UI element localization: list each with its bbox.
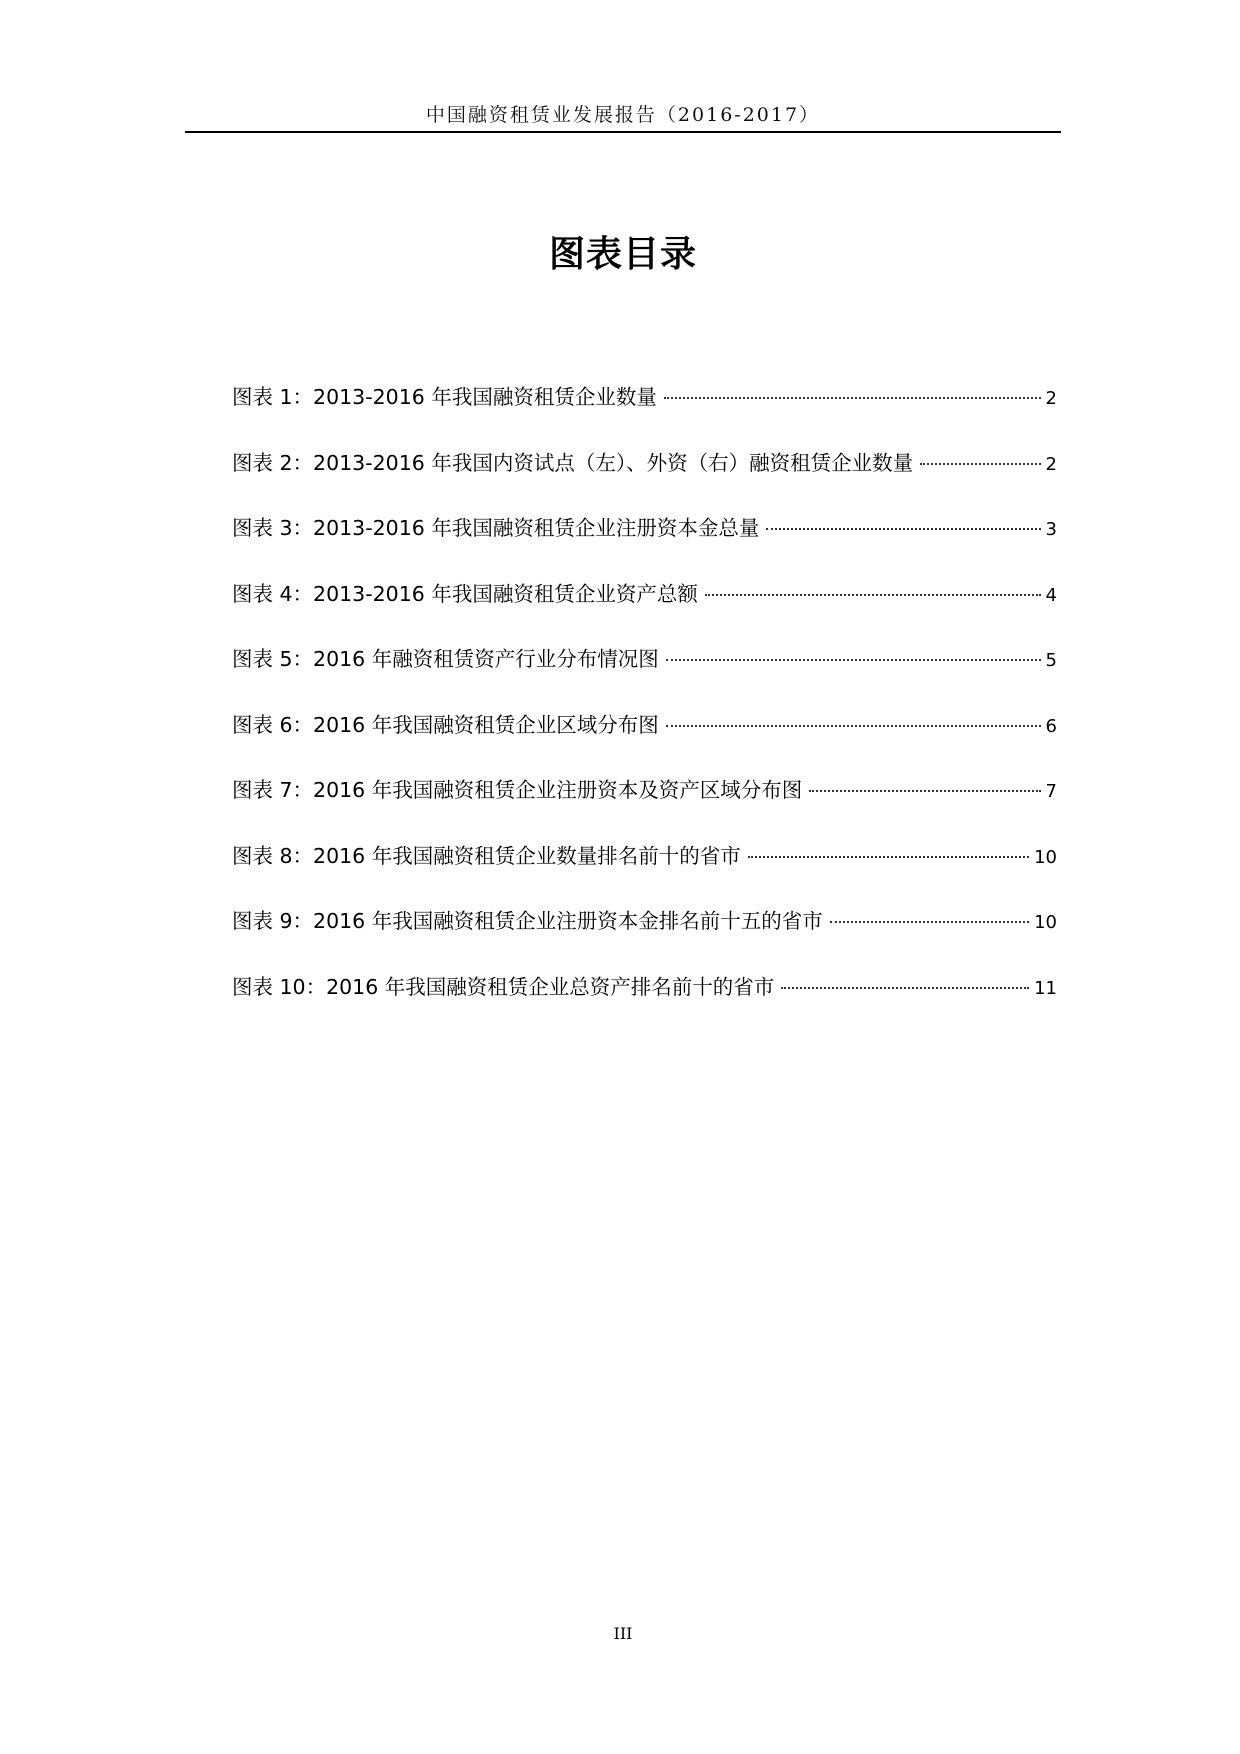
toc-entry-title[interactable]: 图表 7：2016 年我国融资租赁企业注册资本及资产区域分布图 xyxy=(232,778,803,802)
toc-entry-page[interactable]: 6 xyxy=(1045,715,1057,737)
toc-dot-leader xyxy=(920,463,1040,465)
toc-entry[interactable] xyxy=(232,710,1057,776)
toc-entry[interactable] xyxy=(232,841,1057,907)
toc-entry-page[interactable]: 5 xyxy=(1045,650,1057,671)
toc-dot-leader xyxy=(781,987,1029,989)
toc-entry-page[interactable]: 11 xyxy=(1034,977,1057,999)
toc-dot-leader xyxy=(830,921,1029,923)
page-number: III xyxy=(613,1624,633,1643)
toc-entry[interactable] xyxy=(232,775,1057,841)
toc-entry-title[interactable]: 图表 3：2013-2016 年我国融资租赁企业注册资本金总量 xyxy=(232,516,760,540)
toc-entry-page[interactable]: 2 xyxy=(1045,388,1057,409)
header-rule xyxy=(185,131,1061,133)
toc-entry[interactable] xyxy=(232,644,1057,710)
toc-entry-page[interactable]: 7 xyxy=(1045,781,1057,802)
toc-entry-title[interactable]: 图表 10：2016 年我国融资租赁企业总资产排名前十的省市 xyxy=(232,974,775,999)
toc-entry-title[interactable]: 图表 4：2013-2016 年我国融资租赁企业资产总额 xyxy=(232,581,698,606)
toc-entry-title[interactable]: 图表 1：2013-2016 年我国融资租赁企业数量 xyxy=(232,385,657,409)
toc-entry[interactable] xyxy=(232,906,1057,972)
toc-entry-page[interactable]: 4 xyxy=(1045,584,1057,606)
toc-entry[interactable] xyxy=(232,579,1057,645)
toc-entry[interactable] xyxy=(232,513,1057,579)
toc-dot-leader xyxy=(809,790,1040,792)
toc-entry-title[interactable]: 图表 5：2016 年融资租赁资产行业分布情况图 xyxy=(232,647,659,671)
toc-entry[interactable] xyxy=(232,972,1057,1038)
toc-dot-leader xyxy=(666,659,1041,661)
toc-dot-leader xyxy=(748,856,1029,858)
toc-dot-leader xyxy=(666,725,1041,727)
toc-entry-page[interactable]: 10 xyxy=(1034,912,1057,933)
toc-dot-leader xyxy=(766,528,1040,530)
toc-entry-title[interactable]: 图表 6：2016 年我国融资租赁企业区域分布图 xyxy=(232,712,659,737)
toc-entry-page[interactable]: 10 xyxy=(1034,846,1057,868)
toc-entry-title[interactable]: 图表 2：2013-2016 年我国内资试点（左）、外资（右）融资租赁企业数量 xyxy=(232,450,914,475)
table-of-figures xyxy=(232,382,1057,1037)
toc-dot-leader xyxy=(705,594,1041,596)
toc-dot-leader xyxy=(664,397,1041,399)
toc-entry[interactable] xyxy=(232,448,1057,514)
toc-entry-page[interactable]: 3 xyxy=(1045,519,1057,540)
toc-entry-title[interactable]: 图表 8：2016 年我国融资租赁企业数量排名前十的省市 xyxy=(232,843,741,868)
toc-entry-title[interactable]: 图表 9：2016 年我国融资租赁企业注册资本金排名前十五的省市 xyxy=(232,909,823,933)
toc-entry[interactable] xyxy=(232,382,1057,448)
toc-entry-page[interactable]: 2 xyxy=(1045,453,1057,475)
running-header: 中国融资租赁业发展报告（2016-2017） xyxy=(425,104,821,126)
page-title: 图表目录 xyxy=(548,234,697,275)
